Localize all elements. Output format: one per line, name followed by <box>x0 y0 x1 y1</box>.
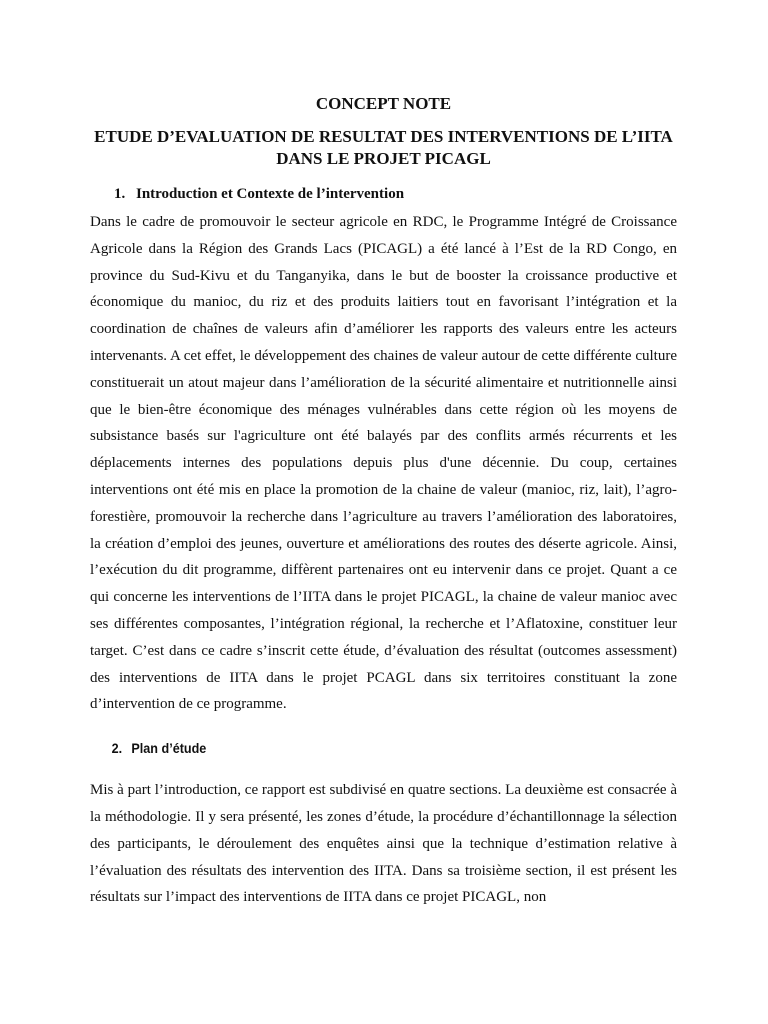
section-1-heading <box>90 184 677 204</box>
section-2-title: Plan d’étude <box>131 740 207 757</box>
section-2-paragraph: Mis à part l’introduction, ce rapport est subdivisé en quatre sections. La deuxième est consacrée à la méthodologie. Il y sera présenté, les zones d’étude, la procédure d’échantillonnage la sélection des participants, le déroulement des enquêtes ainsi que la technique d’estimation relative à l’évaluation des résultats des intervention des IITA. Dans sa troisième section, il est présent les résultats sur l’impact des interventions de IITA dans ce projet PICAGL, non <box>90 782 677 906</box>
section-2-heading <box>90 738 618 758</box>
document-title: CONCEPT NOTE <box>315 94 452 113</box>
document-page <box>90 93 677 911</box>
section-1-paragraph: Dans le cadre de promouvoir le secteur agricole en RDC, le Programme Intégré de Croissance Agricole dans la Région des Grands Lacs (PICAGL) a été lancé à l’Est de la RD Congo, en province du Sud-Kivu et du Tanganyika, dans le but de booster la croissance productive et économique du manioc, du riz et des produits laitiers tout en favorisant l’intégration et la coordination de chaînes de valeurs afin d’améliorer les rapports des valeurs entre les acteurs intervenants. A cet effet, le développement des chaines de valeur autour de cette différente culture constituerait un atout majeur dans l’amélioration de la sécurité alimentaire et nutritionnelle ainsi que le bien-être économique des ménages vulnérables dans cette région où les moyens de subsistance basés sur l'agriculture ont été balayés par des conflits armés récurrents et les déplacements internes des populations depuis plus d'une décennie. Du coup, certaines interventions ont été mis en place la promotion de la chaine de valeur (manioc, riz, lait), l’agro-forestière, promouvoir la recherche dans l’agriculture au travers l’amélioration des laboratoires, la création d’emploi des jeunes, ouverture et améliorations des routes des déserte agricole. Ainsi, l’exécution du dit programme, diffèrent partenaires ont eu intervenir dans ce projet. Quant a ce qui concerne les interventions de l’IITA dans le projet PICAGL, la chaine de valeur manioc avec ses différentes composantes, l’intégration régional, la recherche et l’Aflatoxine, constituer leur target. C’est dans ce cadre s’inscrit cette étude, d’évaluation des résultat (outcomes assessment) des interventions de IITA dans le projet PCAGL dans six territoires constituant la zone d’intervention de ce programme. <box>90 214 677 713</box>
document-subtitle: ETUDE D’EVALUATION DE RESULTAT DES INTERVENTIONS DE L’IITA DANS LE PROJET PICAGL <box>94 127 673 168</box>
section-1-number: 1. <box>114 186 126 202</box>
section-1-title: Introduction et Contexte de l’intervention <box>136 186 405 202</box>
section-2-number: 2. <box>111 740 123 757</box>
